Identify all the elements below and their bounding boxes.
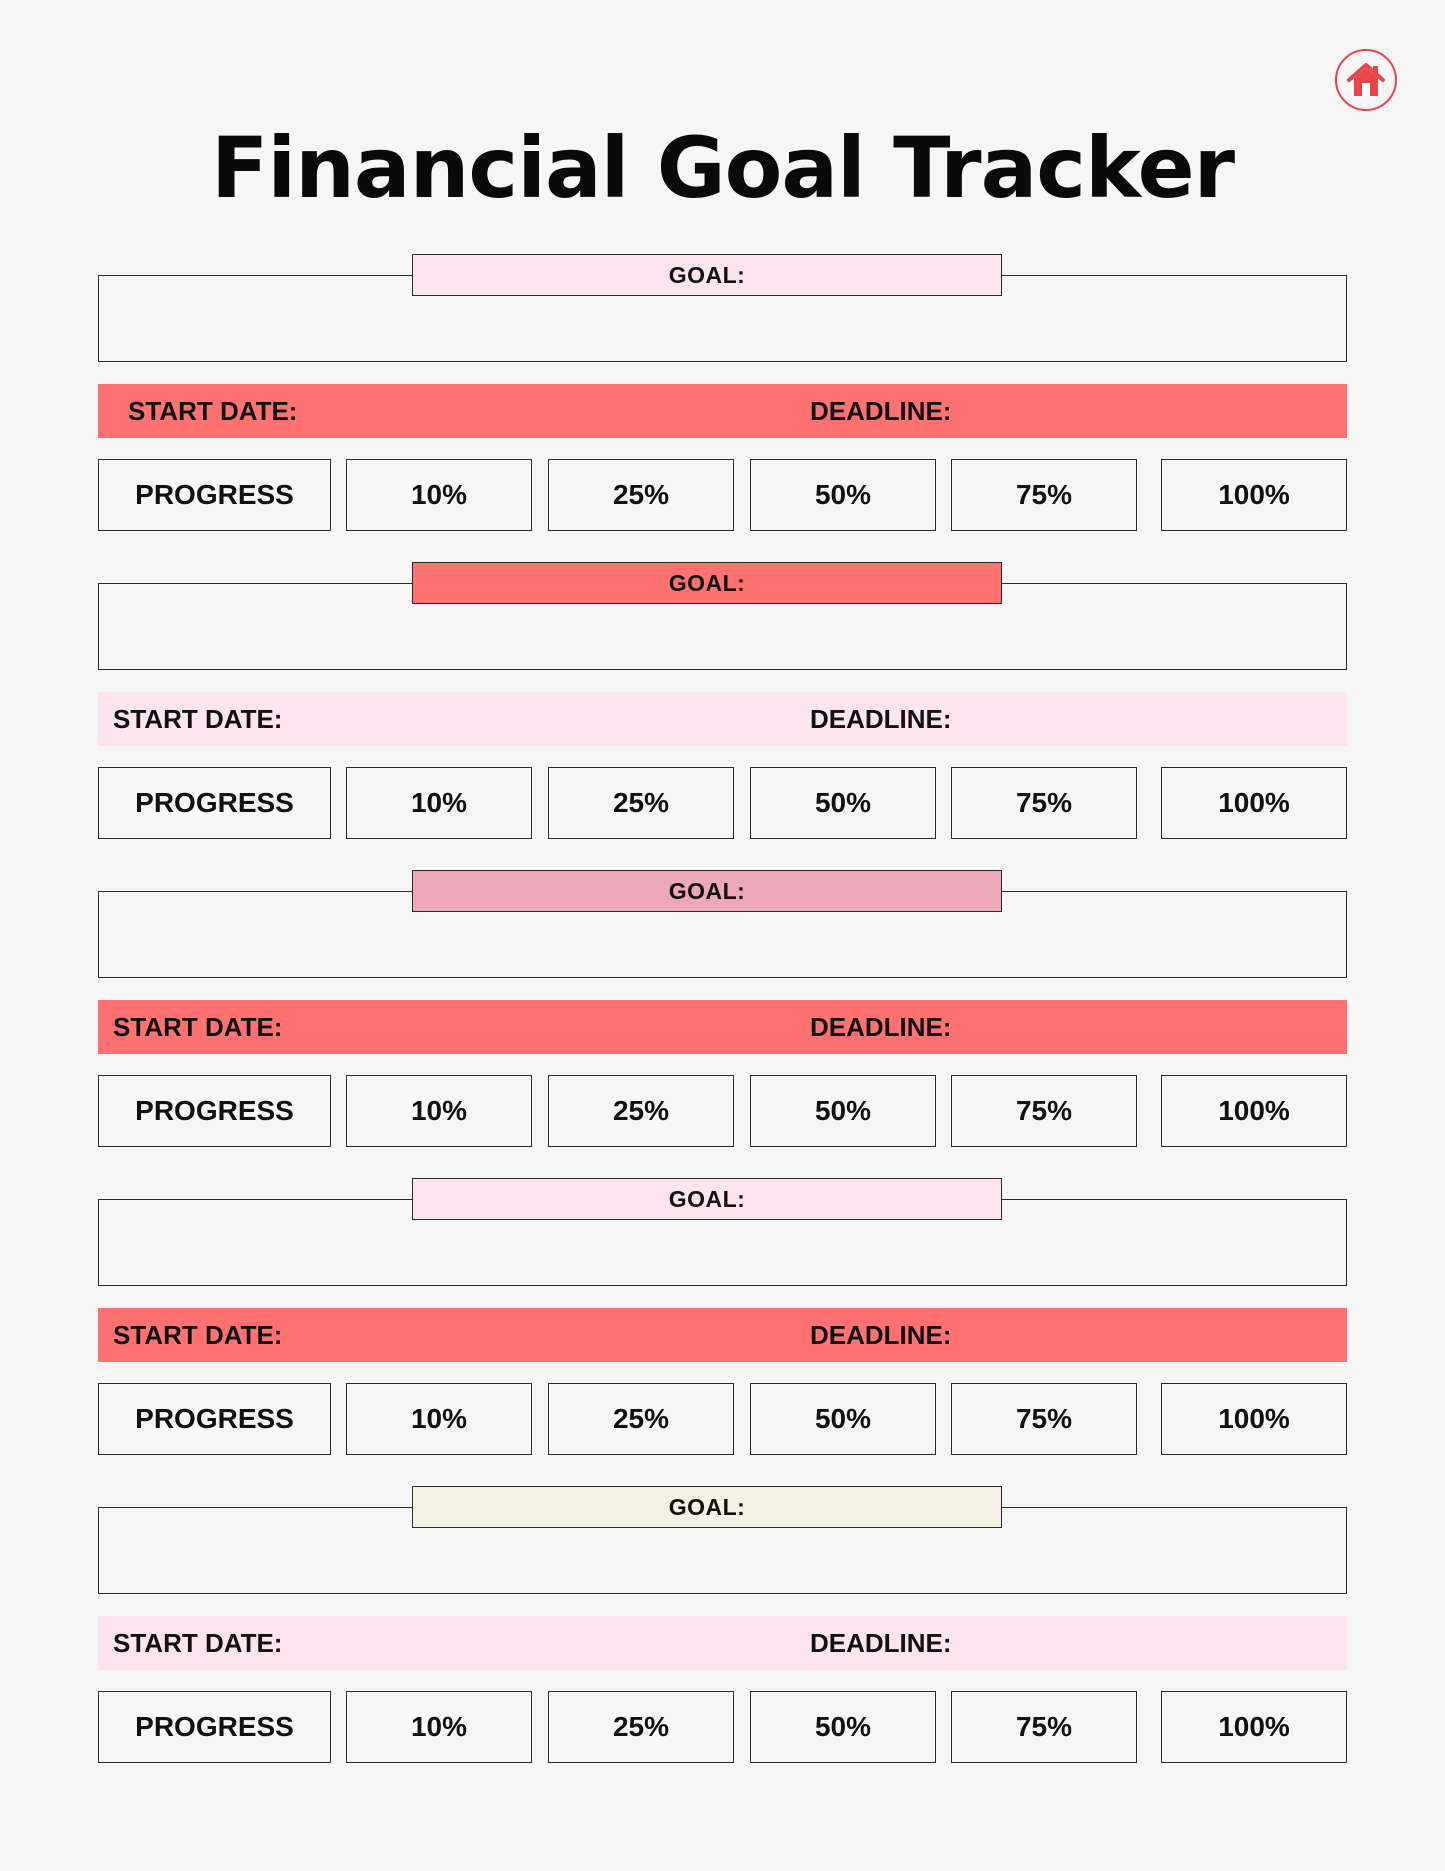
date-bar	[98, 1616, 1347, 1670]
progress-label: PROGRESS	[98, 1075, 331, 1147]
progress-step-50[interactable]: 50%	[750, 459, 936, 531]
goal-label: GOAL:	[412, 562, 1002, 604]
progress-step-10[interactable]: 10%	[346, 1075, 532, 1147]
progress-step-100[interactable]: 100%	[1161, 1691, 1347, 1763]
date-bar	[98, 1308, 1347, 1362]
progress-step-75[interactable]: 75%	[951, 459, 1137, 531]
progress-step-100[interactable]: 100%	[1161, 459, 1347, 531]
goal-section	[98, 1486, 1347, 1808]
start-date-label[interactable]: START DATE:	[113, 1012, 283, 1042]
progress-step-10[interactable]: 10%	[346, 1691, 532, 1763]
start-date-label[interactable]: START DATE:	[128, 396, 298, 426]
goal-section	[98, 254, 1347, 576]
date-bar	[98, 384, 1347, 438]
deadline-label[interactable]: DEADLINE:	[810, 1320, 952, 1350]
goal-section	[98, 562, 1347, 884]
page-title: Financial Goal Tracker	[210, 119, 1235, 217]
progress-step-50[interactable]: 50%	[750, 767, 936, 839]
progress-step-10[interactable]: 10%	[346, 1383, 532, 1455]
progress-step-75[interactable]: 75%	[951, 767, 1137, 839]
goal-section	[98, 1178, 1347, 1500]
home-button[interactable]	[1335, 49, 1397, 111]
home-icon	[1346, 61, 1386, 99]
start-date-label[interactable]: START DATE:	[113, 1320, 283, 1350]
progress-label: PROGRESS	[98, 767, 331, 839]
progress-step-25[interactable]: 25%	[548, 1383, 734, 1455]
progress-step-50[interactable]: 50%	[750, 1691, 936, 1763]
progress-step-25[interactable]: 25%	[548, 767, 734, 839]
progress-step-100[interactable]: 100%	[1161, 1383, 1347, 1455]
deadline-label[interactable]: DEADLINE:	[810, 704, 952, 734]
progress-step-50[interactable]: 50%	[750, 1383, 936, 1455]
progress-label: PROGRESS	[98, 459, 331, 531]
start-date-label[interactable]: START DATE:	[113, 1628, 283, 1658]
progress-label: PROGRESS	[98, 1383, 331, 1455]
goal-label: GOAL:	[412, 1486, 1002, 1528]
progress-step-25[interactable]: 25%	[548, 459, 734, 531]
progress-step-10[interactable]: 10%	[346, 767, 532, 839]
start-date-label[interactable]: START DATE:	[113, 704, 283, 734]
date-bar	[98, 1000, 1347, 1054]
deadline-label[interactable]: DEADLINE:	[810, 1012, 952, 1042]
progress-step-75[interactable]: 75%	[951, 1691, 1137, 1763]
progress-step-100[interactable]: 100%	[1161, 1075, 1347, 1147]
date-bar	[98, 692, 1347, 746]
deadline-label[interactable]: DEADLINE:	[810, 396, 952, 426]
progress-step-10[interactable]: 10%	[346, 459, 532, 531]
progress-step-75[interactable]: 75%	[951, 1383, 1137, 1455]
goal-label: GOAL:	[412, 1178, 1002, 1220]
progress-step-100[interactable]: 100%	[1161, 767, 1347, 839]
progress-step-75[interactable]: 75%	[951, 1075, 1137, 1147]
progress-step-50[interactable]: 50%	[750, 1075, 936, 1147]
goal-section	[98, 870, 1347, 1192]
progress-step-25[interactable]: 25%	[548, 1691, 734, 1763]
progress-step-25[interactable]: 25%	[548, 1075, 734, 1147]
goal-label: GOAL:	[412, 870, 1002, 912]
progress-label: PROGRESS	[98, 1691, 331, 1763]
deadline-label[interactable]: DEADLINE:	[810, 1628, 952, 1658]
goal-label: GOAL:	[412, 254, 1002, 296]
